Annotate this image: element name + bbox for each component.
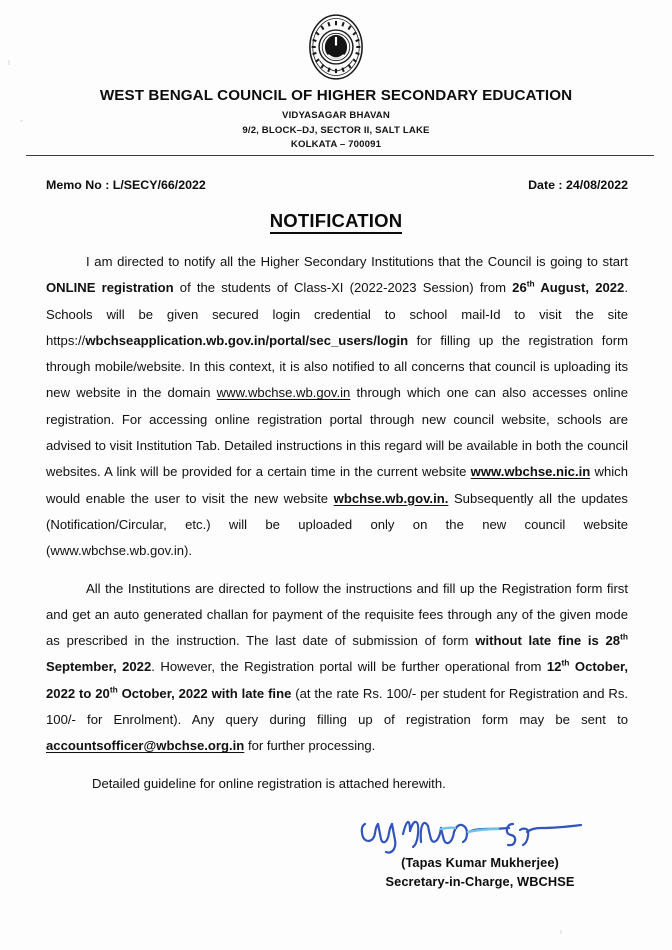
page-title (0, 210, 672, 232)
p2-bold-october-late: October, 2022 with late (117, 685, 265, 701)
p2-bold-september-2022: September, 2022 (46, 659, 152, 675)
p1-text-5: through which one can also accesses online registration. For accessing online registration portal through new council website, schools are advised to visit Institution Tab. Detailed instructions in this regard will be available in both the council websites. A link will be provided for a certain time in the current website (46, 385, 628, 480)
p2-text-2: . However, the Registration portal will be further operational from (151, 659, 547, 675)
p2-text-4: for further processing. (244, 738, 376, 754)
street-address: 9/2, BLOCK–DJ, SECTOR II, SALT LAKE (242, 124, 430, 136)
signature-block (330, 812, 630, 891)
p1-new-site-short-url[interactable]: wbchse.wb.gov.in. (333, 490, 449, 506)
p1-new-website-url[interactable]: www.wbchse.wb.gov.in (216, 385, 351, 401)
document-body (46, 249, 628, 808)
p1-day-26: 26 (512, 280, 527, 296)
p1-text-3: . Schools will be given secured login credential to school mail-Id to visit the site https:// (46, 280, 628, 348)
page-title-text: NOTIFICATION (270, 210, 403, 234)
p2-bold-fine: fine (264, 685, 292, 701)
p2-deadline-28-suffix: th (620, 631, 628, 642)
memo-date: Date : 24/08/2022 (528, 178, 628, 192)
letterhead (0, 0, 672, 153)
paragraph-3: Detailed guideline for online registration is attached herewith. (92, 775, 446, 791)
p1-bold-august-2022: August, 2022 (534, 280, 625, 296)
signatory-designation: Secretary-in-Charge, WBCHSE (385, 873, 575, 889)
p2-accounts-officer-email[interactable]: accountsofficer@wbchse.org.in (46, 738, 245, 754)
p1-portal-url[interactable]: wbchseapplication.wb.gov.in/portal/sec_users/login (85, 332, 409, 348)
p2-text-3: (at the rate Rs. 100/- per student for Registration and Rs. 100/- for Enrolment). Any query during filling up of registration form may be sent to (46, 685, 629, 728)
paragraph-2 (46, 576, 628, 760)
p1-text-2: of the students of Class-XI (2022-2023 Session) from (173, 280, 513, 296)
scan-speckle (20, 120, 23, 122)
wbchse-emblem-logo (307, 12, 365, 82)
p2-day-20-suffix: th (109, 684, 118, 695)
building-name: VIDYASAGAR BHAVAN (282, 109, 390, 121)
p1-current-website-url[interactable]: www.wbchse.nic.in (470, 464, 591, 480)
p2-day-20: October, 2022 to 20 (46, 659, 628, 701)
signatory-name: (Tapas Kumar Mukherjee) (401, 855, 559, 870)
scan-speckle (560, 930, 562, 934)
p1-text-6: which would enable the user to visit the new website (46, 464, 628, 506)
p2-day-12-suffix: th (561, 658, 570, 669)
p2-bold-without-late-fine (475, 633, 628, 648)
p2-day-12: 12 (546, 659, 562, 675)
organization-name: WEST BENGAL COUNCIL OF HIGHER SECONDARY EDUCATION (99, 87, 573, 104)
p1-bold-date-26 (512, 280, 534, 295)
p2-text-1: All the Institutions are directed to follow the instructions and fill up the Registration form first and get an auto generated challan for payment of the requisite fees through any of the given mode as prescribed in the instruction. The last date of submission of form (46, 580, 628, 649)
p2-bold-date-12 (547, 659, 569, 674)
p1-text-1: I am directed to notify all the Higher Secondary Institutions that the Council is going to start (86, 254, 628, 269)
p1-text-4: for filling up the registration form through mobile/website. In this context, it is also notified to all concerns that council is uploading its new website in the domain (46, 332, 628, 401)
p1-bold-online-registration: ONLINE registration (46, 280, 174, 296)
city-postcode: KOLKATA – 700091 (290, 139, 382, 151)
header-divider (26, 155, 654, 156)
p1-day-26-suffix: th (526, 278, 535, 289)
p1-text-7: Subsequently all the updates (Notification/Circular, etc.) will be uploaded only on the new council website (www.wbchse.wb.gov.in). (46, 490, 628, 559)
scan-speckle (8, 60, 10, 65)
memo-number: Memo No : L/SECY/66/2022 (46, 178, 206, 192)
memo-row (46, 178, 628, 192)
p2-deadline-28: without late fine is 28 (475, 633, 621, 649)
handwritten-signature (355, 812, 605, 856)
paragraph-1 (46, 249, 628, 565)
